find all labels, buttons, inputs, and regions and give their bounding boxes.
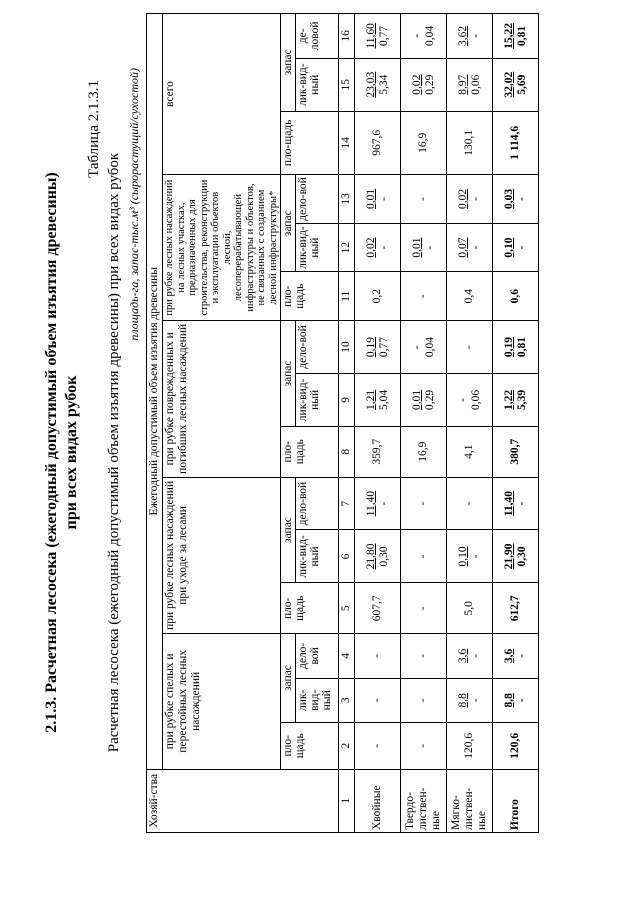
- column-number: 7: [339, 477, 355, 530]
- cell-dry-value: -: [377, 501, 390, 506]
- table-cell: [401, 321, 447, 374]
- header-area: пло-щадь: [281, 272, 339, 321]
- table-cell: [355, 14, 401, 59]
- table-cell: [493, 14, 539, 59]
- section-heading-line2: при всех видах рубок: [63, 375, 80, 530]
- table-row: [493, 14, 539, 833]
- header-group-total: всего: [163, 14, 281, 175]
- header-stock: запас: [281, 477, 296, 583]
- cell-green-value: 11,40: [364, 490, 377, 517]
- cell-green-value: 0,02: [410, 74, 423, 95]
- table-cell: [493, 678, 539, 722]
- header-business: дело-вой: [296, 321, 339, 374]
- header-area: пло-щадь: [281, 583, 339, 634]
- table-cell: [447, 530, 493, 583]
- table-cell: 5,0: [447, 583, 493, 634]
- logging-table: [146, 13, 539, 833]
- table-cell: [493, 530, 539, 583]
- table-cell: -: [447, 477, 493, 530]
- table-cell: 0,2: [355, 272, 401, 321]
- cell-green-value: 0,10: [456, 546, 469, 567]
- header-group-care: при рубке лесных насаждений при уходе за лесами: [163, 477, 281, 634]
- table-cell: -: [401, 477, 447, 530]
- header-liquid: лик-вид-ный: [296, 58, 339, 111]
- cell-dry-value: -: [469, 245, 482, 250]
- table-cell: -: [355, 634, 401, 678]
- header-liquid: лик-вид-ный: [296, 373, 339, 426]
- header-group-damaged: при рубке поврежденных и погибших лесных насаждений: [163, 321, 281, 478]
- table-cell: [355, 223, 401, 272]
- cell-dry-value: -: [423, 245, 436, 250]
- cell-green-value: 15,22: [502, 22, 515, 49]
- cell-green-value: 11,40: [502, 490, 515, 517]
- table-cell: [355, 175, 401, 224]
- cell-dry-value: -: [469, 653, 482, 658]
- cell-dry-value: -: [515, 197, 528, 201]
- header-farm: Хозяй-ства: [147, 769, 339, 832]
- table-cell: [493, 477, 539, 530]
- table-cell: 380,7: [493, 426, 539, 477]
- column-number: 6: [339, 530, 355, 583]
- cell-dry-value: -: [515, 698, 528, 703]
- cell-green-value: 3,6: [502, 648, 515, 664]
- table-cell: [447, 634, 493, 678]
- cell-green-value: 8,97: [456, 74, 469, 95]
- cell-dry-value: -: [469, 698, 482, 703]
- column-number: 14: [339, 111, 355, 174]
- header-area: пло-щадь: [281, 723, 339, 770]
- table-caption: Расчетная лесосека (ежегодный допустимый объем изъятия древесины) при всех видах рубок: [106, 152, 122, 753]
- header-area: пло-щадь: [281, 426, 339, 477]
- cell-green-value: -: [410, 33, 423, 38]
- table-cell: 4,1: [447, 426, 493, 477]
- table-cell: 1 114,6: [493, 111, 539, 174]
- table-cell: [355, 530, 401, 583]
- table-cell: [447, 175, 493, 224]
- table-body: [355, 14, 539, 833]
- table-cell: [493, 223, 539, 272]
- header-stock: запас: [281, 175, 296, 272]
- cell-dry-value: -: [469, 33, 482, 38]
- table-cell: 0,4: [447, 272, 493, 321]
- table-cell: [355, 477, 401, 530]
- cell-green-value: 0,19: [502, 336, 515, 358]
- cell-dry-value: 5,39: [515, 389, 528, 410]
- cell-green-value: 0,01: [364, 188, 377, 209]
- cell-green-value: -: [456, 397, 469, 402]
- table-cell: [493, 634, 539, 678]
- table-cell: [447, 678, 493, 722]
- table-cell: -: [355, 678, 401, 722]
- cell-dry-value: 0,77: [377, 25, 390, 46]
- column-number: 10: [339, 321, 355, 374]
- table-row: [355, 14, 401, 833]
- header-liquid: лик-вид-ный: [296, 678, 339, 722]
- table-row: [447, 14, 493, 833]
- table-cell: [447, 58, 493, 111]
- cell-dry-value: -: [515, 501, 528, 506]
- table-cell: -: [401, 634, 447, 678]
- column-number: 8: [339, 426, 355, 477]
- cell-dry-value: 0,04: [423, 25, 436, 46]
- table-cell: 120,6: [447, 723, 493, 770]
- column-number: 16: [339, 14, 355, 59]
- row-name: Мягко-листвен-ные: [447, 769, 493, 832]
- table-number: Таблица 2.1.3.1: [86, 80, 102, 178]
- table-cell: [447, 223, 493, 272]
- header-stock: запас: [281, 321, 296, 427]
- header-liquid: лик-вид-ный: [296, 530, 339, 583]
- cell-green-value: 21,80: [364, 543, 377, 570]
- cell-dry-value: 0,81: [515, 25, 528, 46]
- row-name: Твердо-листвен-ные: [401, 769, 447, 832]
- table-cell: 120,6: [493, 723, 539, 770]
- cell-green-value: 11,60: [364, 23, 377, 49]
- table-cell: 0,6: [493, 272, 539, 321]
- cell-dry-value: 0,06: [469, 389, 482, 410]
- cell-green-value: 3,62: [456, 25, 469, 46]
- table-cell: [401, 223, 447, 272]
- table-cell: 612,7: [493, 583, 539, 634]
- cell-green-value: 0,07: [456, 237, 469, 258]
- table-cell: -: [401, 530, 447, 583]
- cell-green-value: 21,90: [502, 543, 515, 570]
- header-business: дело-вой: [296, 634, 339, 678]
- cell-dry-value: 0,30: [377, 546, 390, 567]
- table-cell: -: [401, 678, 447, 722]
- cell-green-value: 0,10: [502, 237, 515, 258]
- table-cell: 130,1: [447, 111, 493, 174]
- column-number: 2: [339, 723, 355, 770]
- header-annual: Ежегодный допустимый объем изъятия древесины: [147, 14, 163, 770]
- table-cell: [355, 58, 401, 111]
- table-cell: 967,6: [355, 111, 401, 174]
- table-cell: -: [401, 583, 447, 634]
- column-number: 11: [339, 272, 355, 321]
- column-number: 4: [339, 634, 355, 678]
- cell-green-value: 0,01: [410, 237, 423, 258]
- table-cell: -: [401, 723, 447, 770]
- cell-green-value: 0,03: [502, 188, 515, 209]
- cell-green-value: 1,22: [502, 389, 515, 410]
- table-cell: -: [355, 723, 401, 770]
- cell-dry-value: 5,34: [377, 74, 390, 95]
- header-stock: запас: [281, 14, 296, 112]
- header-business: дело-вой: [296, 477, 339, 530]
- cell-green-value: 0,02: [456, 188, 469, 209]
- cell-dry-value: -: [377, 197, 390, 201]
- table-cell: [493, 58, 539, 111]
- cell-dry-value: 0,81: [515, 336, 528, 358]
- table-cell: [493, 321, 539, 374]
- column-number: 12: [339, 223, 355, 272]
- column-number: 13: [339, 175, 355, 224]
- column-number: 3: [339, 678, 355, 722]
- cell-dry-value: 0,29: [423, 74, 436, 95]
- table-cell: 16,9: [401, 426, 447, 477]
- header-stock: запас: [281, 634, 296, 723]
- cell-dry-value: 0,30: [515, 546, 528, 567]
- table-cell: 359,7: [355, 426, 401, 477]
- column-number: 1: [339, 769, 355, 832]
- cell-dry-value: -: [469, 197, 482, 201]
- cell-green-value: 0,19: [364, 336, 377, 358]
- cell-green-value: 8,8: [456, 693, 469, 708]
- table-cell: [401, 58, 447, 111]
- table-cell: [447, 14, 493, 59]
- cell-dry-value: 0,04: [423, 336, 436, 358]
- cell-green-value: 1,21: [364, 389, 377, 410]
- cell-green-value: 0,02: [364, 237, 377, 258]
- column-number: 9: [339, 373, 355, 426]
- cell-dry-value: -: [515, 653, 528, 658]
- row-name: Хвойные: [355, 769, 401, 832]
- table-cell: [493, 175, 539, 224]
- column-number: 15: [339, 58, 355, 111]
- table-cell: [447, 373, 493, 426]
- column-number: 5: [339, 583, 355, 634]
- table-cell: -: [401, 175, 447, 224]
- header-business: дело-вой: [296, 175, 339, 224]
- cell-green-value: -: [410, 345, 423, 349]
- table-cell: [355, 373, 401, 426]
- header-business-total: де-ловой: [296, 14, 339, 59]
- units-note: площадь-га, запас-тыс.м³ (сырорастущий/сухостой): [127, 68, 141, 341]
- table-cell: [355, 321, 401, 374]
- table-cell: 607,7: [355, 583, 401, 634]
- cell-dry-value: 0,77: [377, 336, 390, 358]
- header-group-construction: при рубке лесных насаждений на лесных участках, предназначенных для строительства, реконструкции и эксплуатации объектов лесной, лесоперерабатывающей инфраструктуры и объектов, не связанных с созданием лесной инфраструктуры*: [163, 175, 281, 321]
- table-row: [401, 14, 447, 833]
- header-liquid: лик-вид-ный: [296, 223, 339, 272]
- table-cell: -: [401, 272, 447, 321]
- table-cell: [493, 373, 539, 426]
- cell-dry-value: -: [515, 245, 528, 250]
- column-number-row: [339, 14, 355, 833]
- header-area: пло-щадь: [281, 111, 339, 174]
- cell-green-value: 8,8: [502, 693, 515, 708]
- cell-green-value: 3,6: [456, 648, 469, 664]
- cell-dry-value: 0,29: [423, 389, 436, 410]
- table-cell: [401, 14, 447, 59]
- cell-dry-value: 0,06: [469, 74, 482, 95]
- cell-dry-value: 5,69: [515, 74, 528, 95]
- cell-green-value: 23,03: [364, 71, 377, 98]
- table-cell: 16,9: [401, 111, 447, 174]
- cell-green-value: 32,02: [502, 71, 515, 98]
- cell-green-value: 0,01: [410, 389, 423, 410]
- section-heading-line1: 2.1.3. Расчетная лесосека (ежегодный допустимый объем изъятия древесины): [43, 172, 60, 733]
- cell-dry-value: 5,04: [377, 389, 390, 410]
- cell-dry-value: -: [469, 554, 482, 559]
- table-cell: [401, 373, 447, 426]
- cell-dry-value: -: [377, 245, 390, 250]
- header-group-mature: при рубке спелых и перестойных лесных насаждений: [163, 634, 281, 769]
- table-cell: -: [447, 321, 493, 374]
- row-name: Итого: [493, 769, 539, 832]
